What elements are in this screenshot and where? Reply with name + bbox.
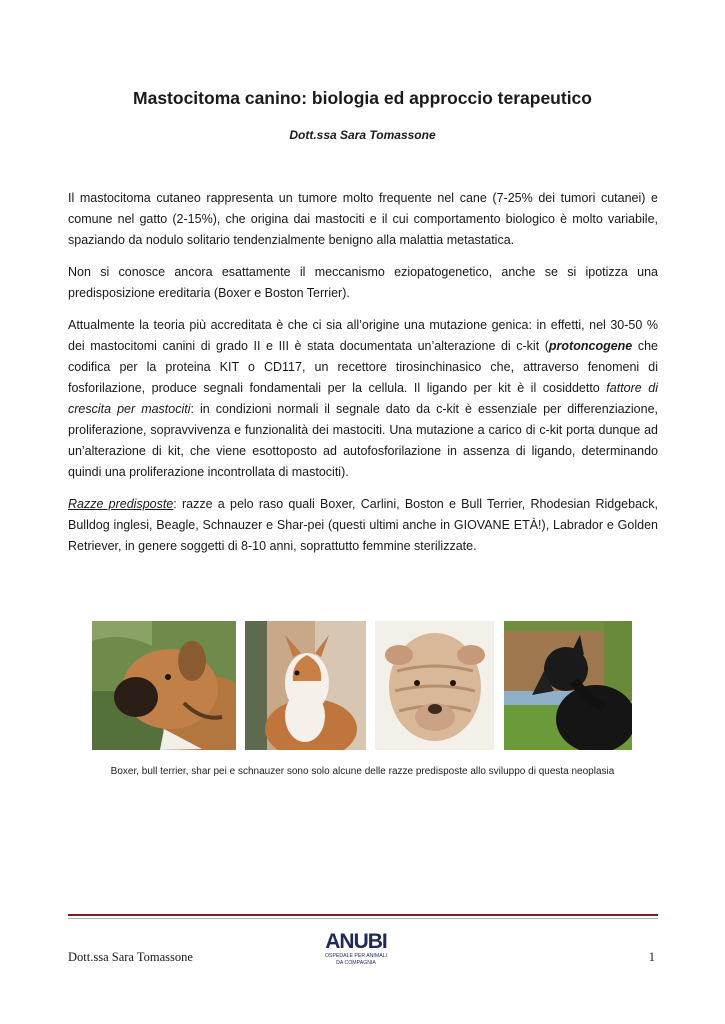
boxer-photo bbox=[92, 621, 236, 750]
footer-rule bbox=[68, 914, 658, 916]
paragraph-breeds bbox=[68, 494, 658, 557]
author-byline: Dott.ssa Sara Tomassone bbox=[289, 128, 436, 142]
shar-pei-photo bbox=[375, 621, 494, 750]
page-number: 1 bbox=[648, 950, 655, 964]
breed-photos bbox=[92, 621, 632, 750]
bull-terrier-photo bbox=[245, 621, 366, 750]
breeds-text: : razze a pelo raso quali Boxer, Carlini, Boston e Bull Terrier, Rhodesian Ridgeback, Bulldog inglesi, Beagle, Schnauzer e Shar-pei (questi ultimi anche in GIOVANE ETÀ!), Labrador e Golden Retriever, in genere soggetti di 8-10 anni, soprattutto femmine sterilizzate. bbox=[68, 497, 658, 553]
logo-subtitle-line2: DA COMPAGNIA bbox=[336, 960, 376, 966]
schnauzer-photo bbox=[504, 621, 632, 750]
page-title: Mastocitoma canino: biologia ed approccio terapeutico bbox=[133, 88, 592, 108]
paragraph-theory bbox=[68, 315, 658, 483]
paragraph-etiology: Non si conosce ancora esattamente il meccanismo eziopatogenetico, anche se si ipotizza una predisposizione ereditaria (Boxer e Boston Terrier). bbox=[68, 265, 658, 300]
anubi-logo bbox=[318, 928, 394, 968]
footer-rule-thin bbox=[68, 918, 658, 919]
theory-text-c: : in condizioni normali il segnale dato da c-kit è essenziale per differenziazione, proliferazione, sopravvivenza e funzionalità dei mastociti. Una mutazione a carico di c-kit porta dunque ad un’alterazione di kit, che viene esottoposto ad autofosforilazione in assenza di ligando, determinando quindi una proliferazione incontrollata di mastociti). bbox=[68, 402, 658, 479]
photo-caption: Boxer, bull terrier, shar pei e schnauzer sono solo alcune delle razze predisposte allo sviluppo di questa neoplasia bbox=[110, 766, 615, 777]
protoncogene-term: protoncogene bbox=[548, 339, 633, 353]
growth-factor-term: fattore di crescita per mastociti bbox=[68, 381, 658, 416]
theory-text-a: Attualmente la teoria più accreditata è che ci sia all’origine una mutazione genica: in effetti, nel 30-50 % dei mastocitomi canini di grado II e III è stata documentata un’alterazione di c-kit ( bbox=[68, 318, 658, 353]
paragraph-intro: Il mastocitoma cutaneo rappresenta un tumore molto frequente nel cane (7-25% dei tumori cutanei) e comune nel gatto (2-15%), che origina dai mastociti e il cui comportamento biologico è molto variabile, spaziando da nodulo solitario tendenzialmente benigno alla malattia metastatica. bbox=[68, 191, 658, 247]
logo-subtitle-line1: OSPEDALE PER ANIMALI bbox=[325, 953, 387, 959]
logo-wordmark: ANUBI bbox=[325, 930, 387, 953]
theory-text-b: che codifica per la proteina KIT o CD117, un recettore tirosinchinasico che, attraverso fenomeni di fosforilazione, produce segnali fondamentali per la cellula. Il ligando per kit è il cosiddetto bbox=[68, 339, 658, 395]
article-body bbox=[68, 188, 658, 568]
footer-author: Dott.ssa Sara Tomassone bbox=[68, 950, 193, 964]
breeds-label: Razze predisposte bbox=[68, 497, 174, 511]
